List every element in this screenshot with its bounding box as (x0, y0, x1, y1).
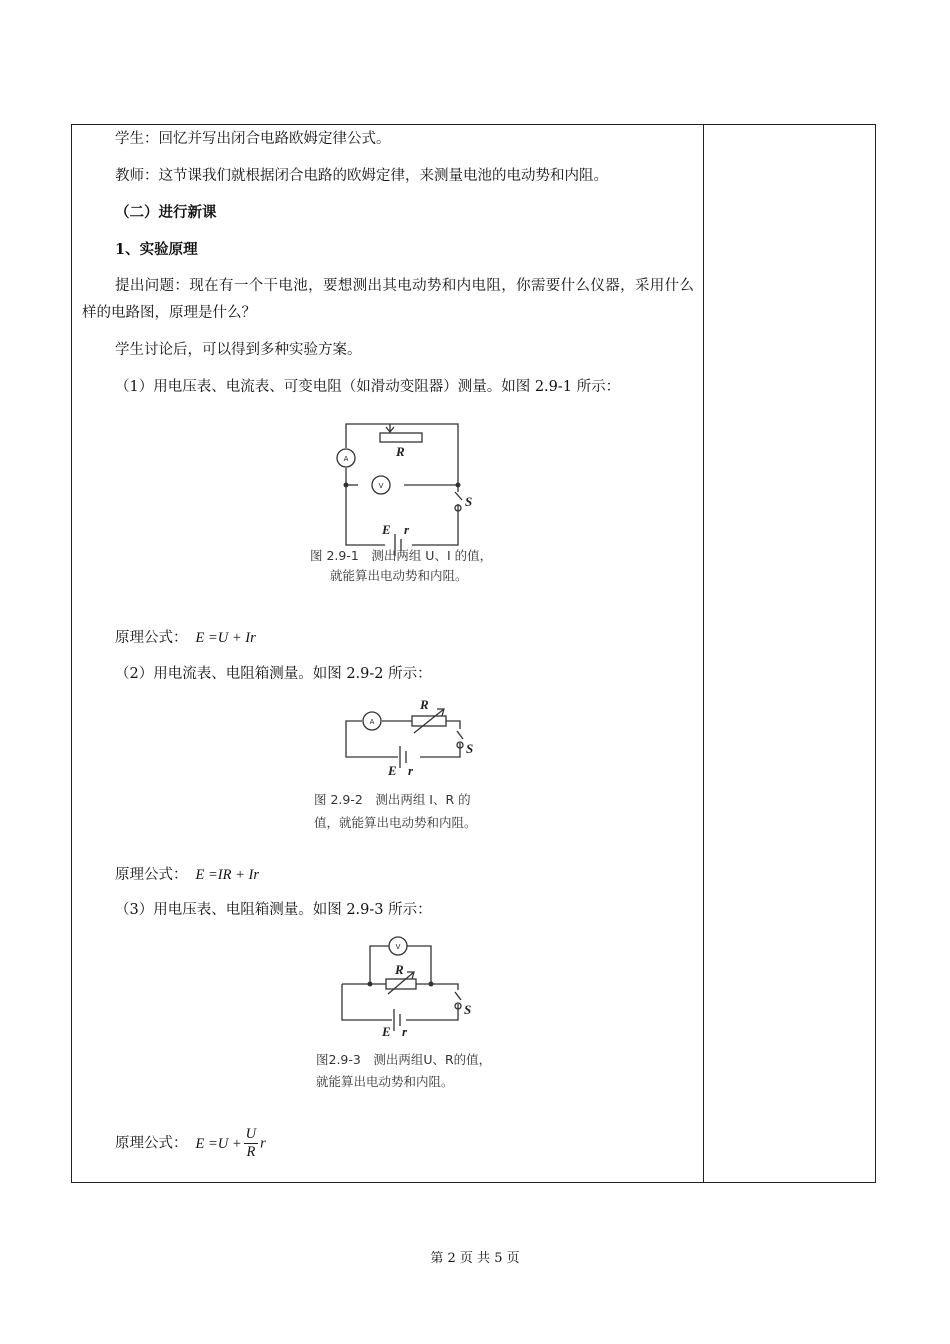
emf-label: E (388, 763, 397, 778)
voltmeter-icon: V (378, 482, 384, 490)
teacher-line: 教师：这节课我们就根据闭合电路的欧姆定律，来测量电池的电动势和内阻。 (115, 168, 608, 184)
figure-2-9-3-caption-line2: 就能算出电动势和内阻。 (316, 1074, 454, 1089)
formula-3-fraction (244, 1126, 258, 1161)
ammeter-icon: A (369, 718, 375, 726)
formula-1 (115, 626, 256, 647)
switch-label: S (465, 494, 473, 509)
formula-2 (115, 863, 259, 884)
emf-label: E (382, 522, 391, 537)
method-2-text: （2）用电流表、电阻箱测量。如图 2.9-2 所示： (115, 666, 432, 682)
discussion-line: 学生讨论后，可以得到多种实验方案。 (115, 342, 362, 358)
formula-2-expression: E =IR + Ir (195, 867, 259, 883)
formula-3-denominator: R (246, 1144, 256, 1160)
emf-label: E (382, 1024, 391, 1039)
method-1-text: （1）用电压表、电流表、可变电阻（如滑动变阻器）测量。如图 2.9-1 所示： (115, 379, 621, 395)
formula-3 (115, 1126, 266, 1161)
formula-3-expression-right: r (260, 1135, 266, 1152)
ammeter-icon: A (343, 455, 349, 463)
formula-3-numerator: U (245, 1126, 257, 1142)
formula-1-label: 原理公式： (115, 630, 188, 646)
formula-1-expression: E =U + Ir (195, 630, 256, 646)
formula-3-expression-left: E =U + (195, 1135, 242, 1152)
figure-2-9-1-caption-line2: 就能算出电动势和内阻。 (330, 568, 468, 583)
switch-label: S (466, 741, 474, 756)
student-line: 学生：回忆并写出闭合电路欧姆定律公式。 (115, 131, 391, 147)
internal-resistance-label: r (402, 1024, 408, 1039)
method-3-text: （3）用电压表、电阻箱测量。如图 2.9-3 所示： (115, 902, 432, 918)
resistance-box-label: R (420, 697, 429, 712)
voltmeter-icon: V (395, 943, 401, 951)
switch-label: S (464, 1002, 472, 1017)
resistor-label: R (396, 444, 405, 459)
figure-2-9-1-circuit (300, 410, 510, 595)
formula-2-label: 原理公式： (115, 867, 188, 883)
subsection-heading: 1、实验原理 (115, 241, 198, 258)
figure-2-9-3-caption-line1: 图2.9-3 测出两组U、R的值， (316, 1052, 492, 1067)
table-column-divider (703, 124, 704, 1183)
figure-2-9-2-circuit (300, 695, 510, 840)
question-paragraph: 提出问题：现在有一个干电池，要想测出其电动势和内电阻，你需要什么仪器，采用什么样的电路图，原理是什么？ (82, 278, 694, 321)
section-heading: （二）进行新课 (115, 204, 217, 221)
formula-3-label: 原理公式： (115, 1135, 188, 1152)
figure-2-9-2-caption-line2: 值，就能算出电动势和内阻。 (314, 815, 477, 830)
resistance-box-label: R (395, 962, 404, 977)
figure-2-9-1-caption-line1: 图 2.9-1 测出两组 U、I 的值， (310, 548, 493, 563)
figure-2-9-3-circuit (300, 932, 510, 1097)
internal-resistance-label: r (408, 763, 414, 778)
figure-2-9-2-caption-line1: 图 2.9-2 测出两组 I、R 的 (314, 792, 471, 807)
internal-resistance-label: r (404, 522, 410, 537)
page-footer: 第 2 页 共 5 页 (430, 1251, 520, 1266)
